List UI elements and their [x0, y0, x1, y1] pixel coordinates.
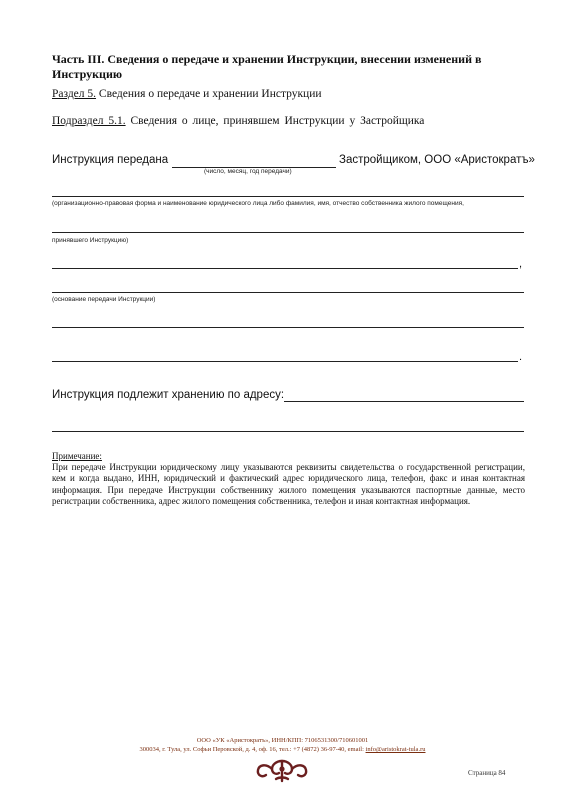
storage-label: Инструкция подлежит хранению по адресу: — [52, 389, 285, 401]
storage-address-field-1[interactable] — [284, 401, 524, 402]
storage-address-field-2[interactable] — [52, 431, 524, 432]
part-heading: Часть III. Сведения о передаче и хранении Инструкции, внесении изменений в Инструкцию — [52, 52, 482, 81]
recipient-hint: (организационно-правовая форма и наименование юридического лица либо фамилия, имя, отчество собственника жилого помещения, — [52, 200, 464, 207]
note-text: При передаче Инструкции юридическому лицу указываются реквизиты свидетельства о государственной регистрации, кем и когда выдано, ИНН, юридический и фактический адрес юридического лица, телефон, факс и иная контактная информация. При передаче Инструкции собственнику жилого помещения указываются паспортные данные, место регистрации собственника, адрес жилого помещения собственника, телефон и иная контактная информация. — [52, 462, 525, 507]
footer-company: ООО «УК «Аристократъ», ИНН/КПП: 7106531300/710601001 — [196, 737, 369, 744]
note-title: Примечание: — [52, 451, 102, 461]
subsection-title-text: Сведения о лице, принявшем Инструкции у Застройщика — [125, 115, 425, 127]
recipient-field-1[interactable] — [52, 196, 524, 197]
basis-field-3[interactable] — [52, 361, 518, 362]
footer-email-link[interactable]: info@aristokrat-tula.ru — [365, 746, 426, 753]
footer-address — [0, 746, 565, 753]
transfer-date-hint: (число, месяц, год передачи) — [204, 168, 292, 175]
transfer-suffix: Застройщиком, ООО «Аристократъ» — [339, 154, 535, 166]
subsection-title — [52, 115, 424, 127]
recipient-comma: , — [519, 258, 523, 270]
section-title — [52, 88, 322, 100]
recipient-field-2[interactable] — [52, 232, 524, 233]
section-title-text: Сведения о передаче и хранении Инструкции — [96, 88, 322, 100]
transfer-prefix: Инструкция передана — [52, 154, 169, 166]
footer-address-text: 300034, г. Тула, ул. Софьи Перовской, д. 4, оф. 16, тел.: +7 (4872) 36-97-40, email: — [139, 746, 366, 753]
recipient-hint-cont: принявшего Инструкцию) — [52, 237, 129, 244]
subsection-number: Подраздел 5.1. — [52, 115, 126, 127]
basis-hint: (основание передачи Инструкции) — [52, 296, 156, 303]
recipient-field-3[interactable] — [52, 268, 518, 269]
basis-period: . — [519, 351, 523, 363]
page-number: Страница 84 — [468, 769, 506, 777]
section-number: Раздел 5. — [52, 88, 97, 100]
basis-field-1[interactable] — [52, 292, 524, 293]
ornament-logo-icon — [254, 757, 310, 783]
basis-field-2[interactable] — [52, 327, 524, 328]
